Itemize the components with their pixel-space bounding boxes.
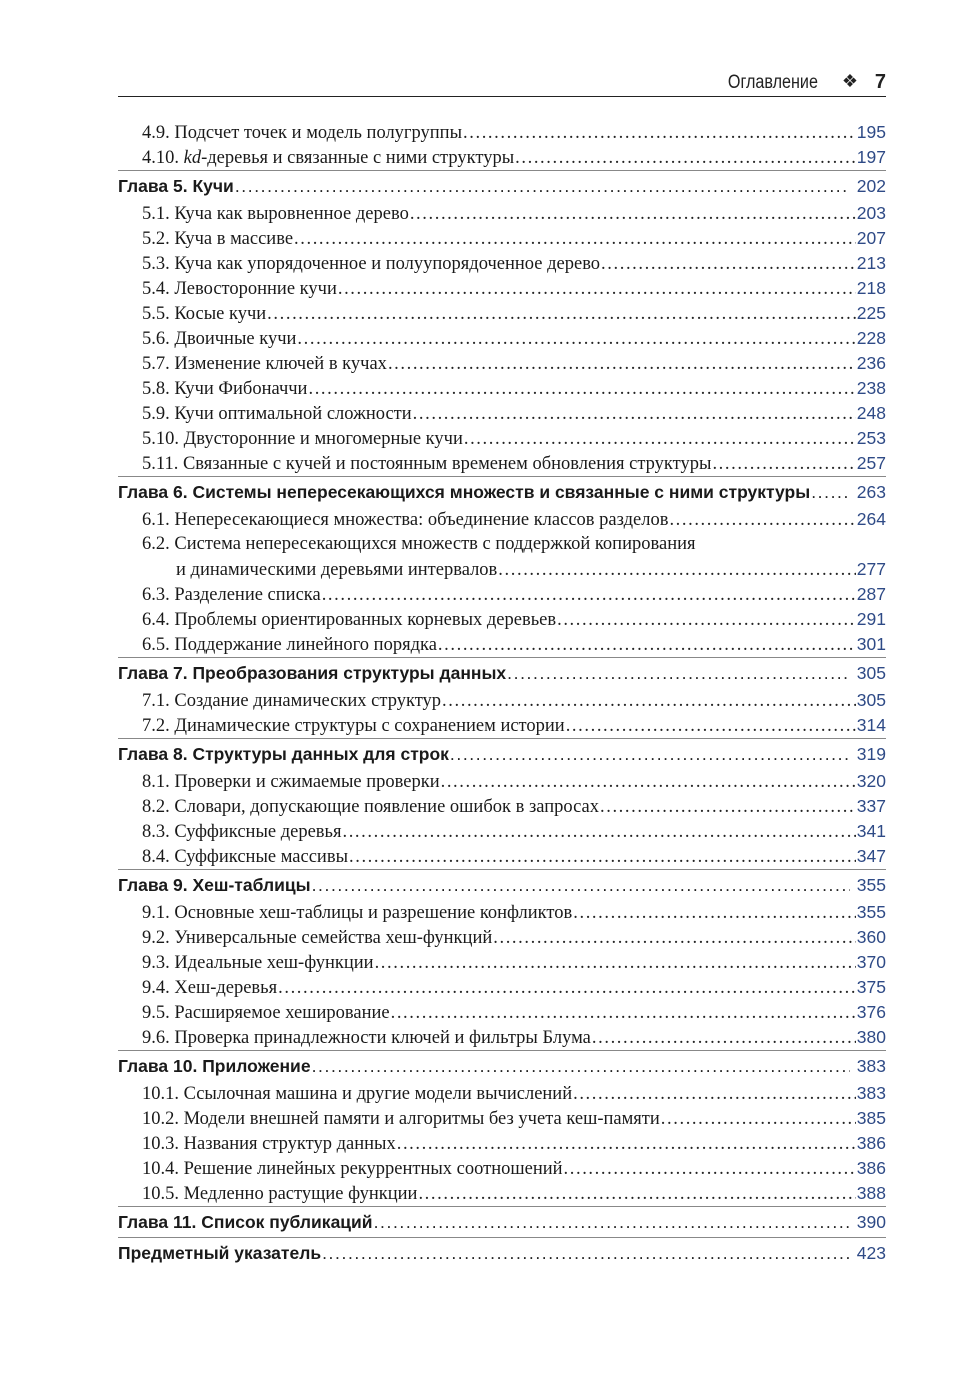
chapter-title: Глава 10. Приложение — [118, 1056, 311, 1076]
toc-section-entry[interactable] — [118, 401, 886, 426]
page-number: 385 — [856, 1108, 886, 1128]
toc-chapter-entry[interactable] — [118, 869, 886, 900]
dot-leader — [267, 302, 856, 327]
dot-leader — [374, 1207, 850, 1237]
page-number: 423 — [856, 1243, 886, 1263]
toc-chapter-entry[interactable] — [118, 1237, 886, 1268]
section-title-text: Основные хеш-таблицы и разрешение конфликтов — [174, 903, 573, 923]
toc-section-entry[interactable] — [118, 688, 886, 713]
toc-section-entry[interactable] — [118, 900, 886, 925]
section-title — [142, 227, 293, 252]
page-number: 291 — [856, 609, 886, 629]
section-title — [142, 427, 463, 452]
section-title-text: Названия структур данных — [183, 1134, 396, 1154]
section-number: 6.1. — [142, 510, 170, 530]
page-number: 277 — [856, 559, 886, 579]
section-title-text: Система непересекающихся множеств с поддержкой копирования — [174, 534, 696, 554]
section-title — [142, 901, 572, 926]
section-title — [142, 1082, 572, 1107]
chapter-title: Глава 11. Список публикаций — [118, 1212, 373, 1232]
toc-section-entry[interactable] — [118, 1000, 886, 1025]
section-title-continuation: и динамическими деревьями интервалов — [176, 560, 498, 580]
section-title-text: Хеш-деревья — [174, 978, 278, 998]
page-number: 213 — [856, 253, 886, 273]
running-header — [118, 66, 886, 97]
dot-leader — [712, 452, 855, 477]
section-number: 5.10. — [142, 429, 179, 449]
toc-section-entry[interactable] — [118, 925, 886, 950]
toc-section-entry[interactable] — [118, 950, 886, 975]
page-number: 388 — [856, 1183, 886, 1203]
section-title-text: Медленно растущие функции — [183, 1184, 418, 1204]
section-title — [142, 402, 412, 427]
toc-section-entry[interactable] — [118, 226, 886, 251]
section-title-text: Идеальные хеш-функции — [174, 953, 374, 973]
dot-leader — [592, 1026, 856, 1051]
section-title — [142, 976, 277, 1001]
toc-section-continuation[interactable] — [118, 557, 886, 582]
section-number: 5.4. — [142, 279, 170, 299]
section-number: 5.11. — [142, 454, 179, 474]
page-number: 375 — [856, 977, 886, 997]
section-title — [142, 377, 307, 402]
section-number: 5.2. — [142, 229, 170, 249]
section-number: 6.4. — [142, 610, 170, 630]
dot-leader — [601, 252, 856, 277]
section-number: 8.1. — [142, 772, 170, 792]
section-title — [142, 1001, 390, 1026]
section-number: 8.3. — [142, 822, 170, 842]
dot-leader — [312, 870, 850, 900]
page-number: 305 — [856, 663, 886, 683]
section-title — [142, 770, 440, 795]
section-title — [142, 202, 409, 227]
page-number: 355 — [856, 902, 886, 922]
dot-leader — [442, 689, 856, 714]
section-number: 7.2. — [142, 716, 170, 736]
toc-section-entry[interactable] — [118, 975, 886, 1000]
toc-section-entry[interactable] — [118, 145, 886, 170]
section-title-text: Косые кучи — [174, 304, 267, 324]
section-title-text: Куча как упорядоченное и полуупорядоченное дерево — [174, 254, 601, 274]
diamond-ornament-icon: ❖ — [841, 71, 858, 91]
section-title-text: Поддержание линейного порядка — [174, 635, 437, 655]
page-number: 370 — [856, 952, 886, 972]
toc-section-entry[interactable] — [118, 451, 886, 476]
toc-chapter-entry[interactable] — [118, 657, 886, 688]
section-number: 5.6. — [142, 329, 170, 349]
dot-leader — [661, 1107, 856, 1132]
section-number: 10.3. — [142, 1134, 179, 1154]
section-title — [142, 951, 374, 976]
dot-leader — [441, 770, 856, 795]
dot-leader — [450, 739, 850, 769]
section-title-text: Куча как выровненное дерево — [174, 204, 409, 224]
dot-leader — [418, 1182, 855, 1207]
section-title-text: Двоичные кучи — [174, 329, 297, 349]
page-number: 218 — [856, 278, 886, 298]
dot-leader — [308, 377, 855, 402]
section-title-text: Проверки и сжимаемые проверки — [174, 772, 440, 792]
section-title-text: Словари, допускающие появление ошибок в запросах — [174, 797, 599, 817]
dot-leader — [338, 277, 856, 302]
toc-section-entry[interactable] — [118, 201, 886, 226]
dot-leader — [493, 926, 856, 951]
section-number: 5.7. — [142, 354, 170, 374]
section-title-text: Непересекающиеся множества: объединение классов разделов — [174, 510, 669, 530]
dot-leader — [375, 951, 856, 976]
toc-section-entry[interactable] — [118, 376, 886, 401]
header-title: Оглавление — [727, 72, 818, 93]
page-number: 287 — [856, 584, 886, 604]
section-title-text: Кучи Фибоначчи — [174, 379, 308, 399]
section-title — [142, 1182, 417, 1207]
dot-leader — [498, 558, 856, 583]
dot-leader — [564, 1157, 856, 1182]
section-number: 10.1. — [142, 1084, 179, 1104]
section-title-text: Двусторонние и многомерные кучи — [183, 429, 463, 449]
page-number: 195 — [856, 122, 886, 142]
page-number: 314 — [856, 715, 886, 735]
dot-leader — [600, 795, 856, 820]
chapter-title: Предметный указатель — [118, 1243, 322, 1263]
section-title — [142, 146, 514, 171]
toc-chapter-entry[interactable] — [118, 1050, 886, 1081]
section-title-text: Ссылочная машина и другие модели вычислений — [183, 1084, 573, 1104]
chapter-title: Глава 7. Преобразования структуры данных — [118, 663, 507, 683]
page-number: 236 — [856, 353, 886, 373]
section-title — [142, 302, 266, 327]
dot-leader — [566, 714, 856, 739]
toc-section-entry[interactable] — [118, 532, 886, 557]
toc-section-entry[interactable] — [118, 844, 886, 869]
section-title — [142, 352, 387, 377]
page-number: 386 — [856, 1158, 886, 1178]
dot-leader — [297, 327, 855, 352]
dot-leader — [438, 633, 856, 658]
toc-section-entry[interactable] — [118, 1131, 886, 1156]
section-number: 6.5. — [142, 635, 170, 655]
section-title-text: Проверка принадлежности ключей и фильтры Блума — [174, 1028, 591, 1048]
page-number: 305 — [856, 690, 886, 710]
toc-section-entry[interactable] — [118, 582, 886, 607]
page-number: 380 — [856, 1027, 886, 1047]
section-title — [142, 508, 668, 533]
page-number: 347 — [856, 846, 886, 866]
dot-leader — [573, 1082, 856, 1107]
section-title — [142, 608, 556, 633]
section-title — [142, 845, 348, 870]
dot-leader — [413, 402, 856, 427]
section-number: 8.2. — [142, 797, 170, 817]
page-number: 360 — [856, 927, 886, 947]
dot-leader — [507, 658, 850, 688]
section-title-text: Подсчет точек и модель полугруппы — [174, 123, 463, 143]
toc-section-entry[interactable] — [118, 120, 886, 145]
section-title-text: Модели внешней памяти и алгоритмы без учета кеш-памяти — [183, 1109, 660, 1129]
toc-section-entry[interactable] — [118, 351, 886, 376]
section-number: 9.2. — [142, 928, 170, 948]
toc-section-entry[interactable] — [118, 1181, 886, 1206]
toc-section-entry[interactable] — [118, 276, 886, 301]
dot-leader — [235, 171, 850, 201]
page-number: 207 — [856, 228, 886, 248]
section-title — [142, 452, 711, 477]
section-number: 5.8. — [142, 379, 170, 399]
toc-section-entry[interactable] — [118, 507, 886, 532]
section-number: 10.2. — [142, 1109, 179, 1129]
toc-section-entry[interactable] — [118, 251, 886, 276]
header-page-number: 7 — [874, 71, 886, 93]
toc-chapter-entry[interactable] — [118, 738, 886, 769]
section-number: 9.5. — [142, 1003, 170, 1023]
page-number: 383 — [856, 1056, 886, 1076]
section-title — [142, 1157, 563, 1182]
section-title — [142, 1107, 660, 1132]
dot-leader — [322, 1238, 850, 1268]
chapter-title: Глава 5. Кучи — [118, 176, 234, 196]
toc-section-entry[interactable] — [118, 769, 886, 794]
dot-leader — [312, 1051, 850, 1081]
section-title-text: Связанные с кучей и постоянным временем обновления структуры — [182, 454, 712, 474]
section-title-text: Создание динамических структур — [174, 691, 442, 711]
toc-chapter-entry[interactable] — [118, 1206, 886, 1237]
page-number: 264 — [856, 509, 886, 529]
section-title — [142, 1026, 591, 1051]
page-number: 337 — [856, 796, 886, 816]
section-title-text: Универсальные семейства хеш-функций — [174, 928, 493, 948]
section-title-text: Кучи оптимальной сложности — [174, 404, 412, 424]
dot-leader — [349, 845, 856, 870]
section-title-text: Суффиксные деревья — [174, 822, 342, 842]
section-title-text: Решение линейных рекуррентных соотношений — [183, 1159, 563, 1179]
section-title-text: Куча в массиве — [174, 229, 294, 249]
chapter-title: Глава 6. Системы непересекающихся множеств и связанные с ними структуры — [118, 482, 811, 502]
section-title — [142, 795, 599, 820]
page-number: 197 — [856, 147, 886, 167]
page-number: 202 — [856, 176, 886, 196]
dot-leader — [669, 508, 855, 533]
toc-section-entry[interactable] — [118, 301, 886, 326]
section-number: 6.2. — [142, 534, 170, 554]
toc-chapter-entry[interactable] — [118, 476, 886, 507]
toc-section-entry[interactable] — [118, 1156, 886, 1181]
dot-leader — [573, 901, 856, 926]
page-number: 248 — [856, 403, 886, 423]
section-number: 6.3. — [142, 585, 170, 605]
section-title — [142, 1132, 396, 1157]
dot-leader — [811, 477, 850, 507]
dot-leader — [391, 1001, 856, 1026]
page-number: 257 — [856, 453, 886, 473]
toc-section-entry[interactable] — [118, 1106, 886, 1131]
page-number: 263 — [856, 482, 886, 502]
section-number: 10.5. — [142, 1184, 179, 1204]
section-title-italic: kd — [183, 148, 202, 168]
section-title — [142, 327, 296, 352]
page-number: 383 — [856, 1083, 886, 1103]
toc-section-entry[interactable] — [118, 426, 886, 451]
page-number: 320 — [856, 771, 886, 791]
toc-section-entry[interactable] — [118, 819, 886, 844]
section-title-text: Расширяемое хеширование — [174, 1003, 390, 1023]
toc-section-entry[interactable] — [118, 713, 886, 738]
section-title — [142, 252, 600, 277]
section-title-text: Суффиксные массивы — [174, 847, 348, 867]
dot-leader — [388, 352, 856, 377]
toc-section-entry[interactable] — [118, 326, 886, 351]
section-title-text: Динамические структуры с сохранением истории — [174, 716, 565, 736]
page-number: 225 — [856, 303, 886, 323]
dot-leader — [557, 608, 856, 633]
toc-section-entry[interactable] — [118, 632, 886, 657]
page-number: 386 — [856, 1133, 886, 1153]
page-number: 238 — [856, 378, 886, 398]
section-number: 5.9. — [142, 404, 170, 424]
dot-leader — [397, 1132, 856, 1157]
dot-leader — [294, 227, 856, 252]
section-number: 9.6. — [142, 1028, 170, 1048]
page-number: 376 — [856, 1002, 886, 1022]
page-number: 319 — [856, 744, 886, 764]
section-title — [142, 689, 441, 714]
page-number: 341 — [856, 821, 886, 841]
section-title-text: -деревья и связанные с ними структуры — [201, 148, 515, 168]
section-number: 4.10. — [142, 148, 179, 168]
page-number: 228 — [856, 328, 886, 348]
section-title-text: Изменение ключей в кучах — [174, 354, 387, 374]
section-number: 5.1. — [142, 204, 170, 224]
page-number: 355 — [856, 875, 886, 895]
table-of-contents — [118, 120, 886, 1268]
section-number: 8.4. — [142, 847, 170, 867]
toc-chapter-entry[interactable] — [118, 170, 886, 201]
dot-leader — [278, 976, 856, 1001]
section-number: 5.3. — [142, 254, 170, 274]
dot-leader — [463, 121, 856, 146]
section-title — [142, 714, 565, 739]
section-number: 7.1. — [142, 691, 170, 711]
page-number: 301 — [856, 634, 886, 654]
section-number: 9.3. — [142, 953, 170, 973]
section-number: 9.1. — [142, 903, 170, 923]
dot-leader — [342, 820, 855, 845]
section-number: 5.5. — [142, 304, 170, 324]
chapter-title: Глава 9. Хеш-таблицы — [118, 875, 311, 895]
toc-section-entry[interactable] — [118, 794, 886, 819]
section-title — [142, 926, 492, 951]
page-number: 203 — [856, 203, 886, 223]
dot-leader — [515, 146, 856, 171]
dot-leader — [322, 583, 856, 608]
section-title-text: Левосторонние кучи — [174, 279, 337, 299]
page-number: 253 — [856, 428, 886, 448]
chapter-title: Глава 8. Структуры данных для строк — [118, 744, 449, 764]
section-number: 9.4. — [142, 978, 170, 998]
section-title-text: Проблемы ориентированных корневых деревьев — [174, 610, 557, 630]
section-title — [142, 820, 341, 845]
toc-section-entry[interactable] — [118, 607, 886, 632]
section-title-text: Разделение списка — [174, 585, 321, 605]
section-number: 10.4. — [142, 1159, 179, 1179]
dot-leader — [464, 427, 856, 452]
section-title — [142, 583, 321, 608]
page-number: 390 — [856, 1212, 886, 1232]
section-title — [142, 532, 696, 557]
section-number: 4.9. — [142, 123, 170, 143]
section-title — [142, 121, 462, 146]
toc-section-entry[interactable] — [118, 1025, 886, 1050]
section-title — [142, 277, 337, 302]
toc-section-entry[interactable] — [118, 1081, 886, 1106]
section-title — [142, 633, 437, 658]
dot-leader — [410, 202, 856, 227]
